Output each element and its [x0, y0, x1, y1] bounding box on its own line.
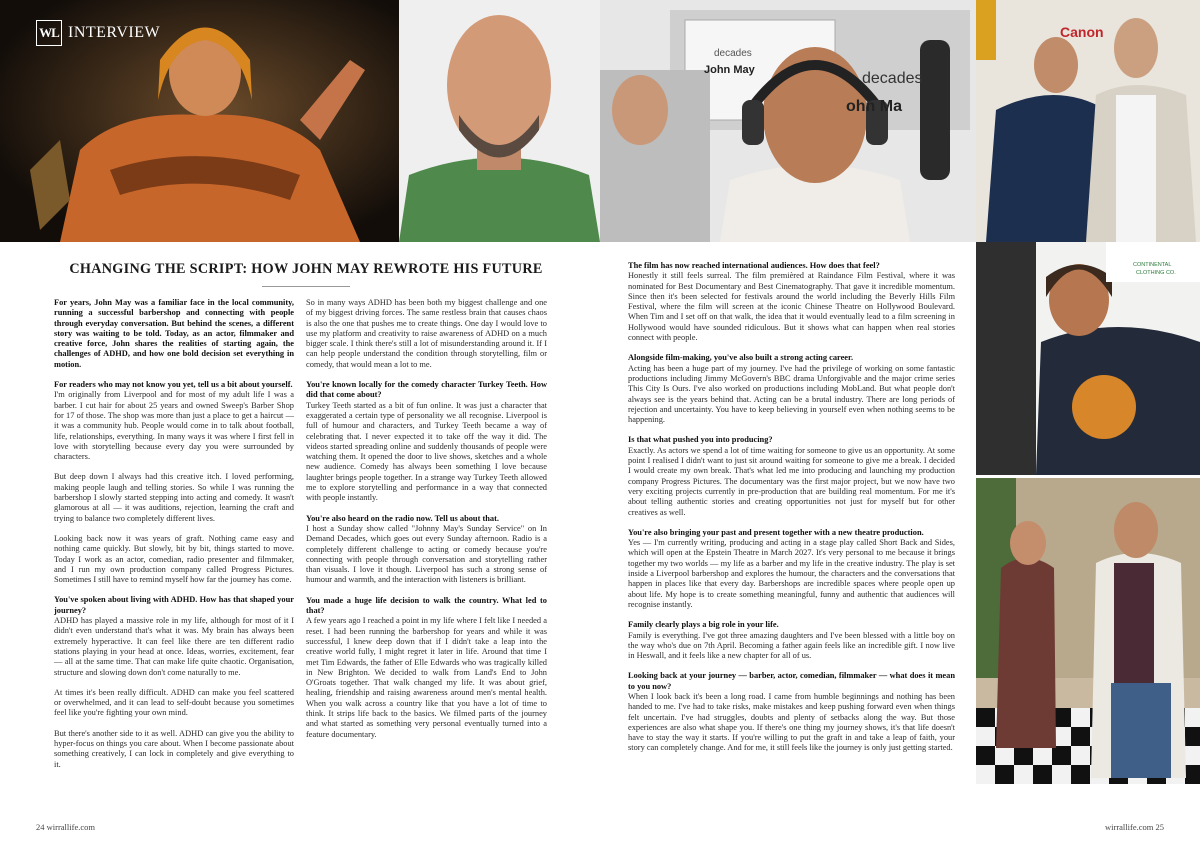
clothing-sign-line1: CONTINENTAL: [1133, 262, 1172, 268]
clothing-sign-line2: CLOTHING CO.: [1136, 270, 1176, 276]
answer-paragraph: Honestly it still feels surreal. The film premièred at Raindance Film Festival, where it was nominated for Best Documentary and Best Cinematography. That gave it incredible momentum. Since then it's been selected for festivals around the world including the Beverly Hills Film Festival, where the film will screen at the iconic Chinese Theatre on Hollywood Boulevard. When Tim and I set off on that walk, the idea that it would eventually lead to a film screening in Hollywood would have sounded ridiculous. But it shows what can happen when real stories connect with people.: [628, 271, 955, 343]
question-heading: For readers who may not know you yet, tell us a bit about yourself.: [54, 380, 293, 390]
answer-paragraph: But there's another side to it as well. ADHD can give you the ability to hyper-focus on things you care about. When I become passionate about something creatively, I can lock in completely and give everything to it.: [54, 728, 294, 769]
answer-paragraph: So in many ways ADHD has been both my biggest challenge and one of my biggest driving forces. The same restless brain that causes chaos is also the one that pushes me to create things. One day I would love to use my platform and creativity to raise awareness of ADHD on a much bigger scale. I think there's still a lot of misunderstanding around it. If I can help people understand the condition through storytelling, film or comedy, that would mean a lot to me.: [306, 298, 547, 369]
footer-left-page-number: 24 wirrallife.com: [36, 822, 96, 832]
answer-paragraph: Family is everything. I've got three amazing daughters and I've been blessed with a little boy on the way who's due on 7th April. Becoming a father again feels like an incredible gift. I now live in Heswall, and it feels like a new chapter for all of us.: [628, 630, 955, 661]
answer-paragraph: ADHD has played a massive role in my life, although for most of it I didn't even understand that's what it was. My brain has always been extremely hyperactive. It can feel like there are ten different radio stations playing in your head at once. Ideas, worries, excitement, fear — all at the same time. That can make life quite chaotic. Organisation, structure and slowing down don't come naturally to me.: [54, 616, 294, 677]
radio-banner-name-right: ohn Ma: [846, 98, 902, 115]
question-heading: You made a huge life decision to walk the country. What led to that?: [306, 595, 547, 616]
article-headline: CHANGING THE SCRIPT: HOW JOHN MAY REWROTE HIS FUTURE: [69, 261, 543, 277]
intro-paragraph: For years, John May was a familiar face in the local community, running a successful barbershop and connecting with people through everyday conversation. But behind the scenes, a different story was waiting to be told. Today, as an actor, filmmaker and creative force, John shares the realities of starting again, the challenges of ADHD, and how one bold decision set everything in motion.: [54, 298, 294, 369]
question-heading: You've spoken about living with ADHD. How has that shaped your journey?: [54, 595, 294, 615]
logo-mark: WL: [36, 20, 62, 46]
question-heading: You're also bringing your past and present together with a new theatre production.: [628, 527, 924, 537]
answer-paragraph: When I look back it's been a long road. I came from humble beginnings and nothing has been handed to me. I've had to take risks, make mistakes and keep pushing forward even when things felt uncertain. I've had struggles, doubts and plenty of setbacks along the way. But those experiences are also what shape you. If there's one thing my journey shows, it's that life doesn't have to stay the way it starts. If you're willing to put the graft in and take a leap of faith, your story can completely change. And for me, it still feels like the journey is only just getting started.: [628, 691, 955, 753]
answer-paragraph: Exactly. As actors we spend a lot of time waiting for someone to give us an opportunity. At some point I realised I didn't want to just sit around waiting for someone to give me a break. I decided I would create my own break. That's what led me into producing and launching my production company Progress Pictures. The documentary was the first major project, but we now have two very exciting projects currently in pre-production that are building real momentum. For me it's about telling authentic stories and creating opportunities not just for myself but for other creatives as well.: [628, 445, 955, 517]
question-heading: You're also heard on the radio now. Tell us about that.: [306, 513, 499, 523]
question-heading: The film has now reached international audiences. How does that feel?: [628, 261, 880, 270]
answer-paragraph: A few years ago I reached a point in my life where I felt like I needed a reset. I had been running the barbershop for years and while it was successful, I knew deep down that if I didn't take a leap into the creative world fully, I might regret it later in life. Around that time I met Tim Edwards, the father of Elle Edwards who was tragically killed in New Brighton. We decided to walk from Land's End to John O'Groats together. That walk changed my life. It was about grief, healing, friendship and raising awareness around men's mental health. When you walk across a country like that you have a lot of time to think. It strips life back to the basics. We filmed parts of the journey and what started as something very personal eventually turned into a feature documentary.: [306, 616, 547, 739]
photo-headshot: [399, 0, 600, 242]
text-column-2: [306, 298, 547, 750]
question-heading: Looking back at your journey — barber, actor, comedian, filmmaker — what does it mean to you now?: [628, 671, 955, 691]
radio-banner-logo: decades: [714, 48, 752, 59]
question-heading: Is that what pushed you into producing?: [628, 435, 773, 445]
answer-paragraph: Looking back now it was years of graft. Nothing came easy and nothing came quickly. But slowly, bit by bit, things started to move. Today I work as an actor, comedian, radio presenter and filmmaker, and I run my own production company called Progress Pictures. Sometimes I still have to remind myself how far the journey has come.: [54, 533, 294, 585]
magazine-logo: [36, 20, 160, 46]
answer-paragraph: I host a Sunday show called "Johnny May's Sunday Service" on In Demand Decades, which goes out every Sunday afternoon. Radio is a completely different challenge to acting or comedy because you're connecting with people through conversation and storytelling rather than visuals. I love it though. Liverpool has such a strong sense of humour and warmth, and the interaction with listeners is brilliant.: [306, 523, 547, 585]
question-heading: Alongside film-making, you've also built a strong acting career.: [628, 353, 854, 363]
headline-divider: [262, 286, 350, 287]
text-column-3: [628, 261, 955, 764]
photo-canon-event: [976, 0, 1200, 242]
answer-paragraph: I'm originally from Liverpool and for most of my adult life I was a barber. I cut hair for about 25 years and owned Sweep's Barber Shop for 17 of those. The shop was more than just a place to get a haircut — it was a community hub. People would come in to talk about football, life, relationships, everything. In many ways it was where I first fell in love with storytelling because every day you were surrounded by characters.: [54, 390, 294, 462]
radio-banner-name: John May: [704, 64, 755, 76]
photo-radio-studio: [600, 0, 976, 242]
question-heading: Family clearly plays a big role in your life.: [628, 620, 779, 630]
answer-paragraph: Turkey Teeth started as a bit of fun online. It was just a character that exaggerated a certain type of personality we all recognise. Liverpool is full of humour and characters, and Turkey Teeth became a way of celebrating that. I never expected it to take off the way it did. The videos started spreading online and suddenly thousands of people were watching them. It opened the door to live shows, sketches and a whole new audience. Comedy has always been something I love because laughter brings people together. In a strange way Turkey Teeth allowed me to explore storytelling and performance in a way that connected with people instantly.: [306, 400, 547, 503]
radio-banner-logo-right: decades: [862, 70, 923, 87]
text-column-1: [54, 298, 294, 780]
question-heading: You're known locally for the comedy character Turkey Teeth. How did that come about?: [306, 380, 547, 400]
answer-paragraph: At times it's been really difficult. ADHD can make you feel scattered or overwhelmed, and it can lead to self-doubt because you sometimes feel like you're fighting your own mind.: [54, 687, 294, 718]
answer-paragraph: Yes — I'm currently writing, producing and acting in a stage play called Short Back and Sides, which will open at the Epstein Theatre in March 2027. It's very personal to me because it brings together my two worlds — my life as a barber and my life in the creative industry. The play is set inside a Liverpool barbershop and explores the humour, the characters and the conversations that happen in places like that every day. Barbershops are incredible spaces where people open up about life. My hope is to create something meaningful, funny and authentic that audiences will recognise instantly.: [628, 538, 955, 609]
answer-paragraph: Acting has been a huge part of my journey. I've had the privilege of working on some fantastic productions including Jimmy McGovern's BBC drama Unforgivable and the major crime series This City Is Ours. I've also worked on productions including MobLand. But what people don't always see is the years behind that. Acting can be a brutal industry. There are long periods of rejection and uncertainty. You have to keep believing in yourself even when nothing seems to be happening.: [628, 363, 955, 425]
footer-right-page-number: wirrallife.com 25: [1104, 822, 1164, 832]
answer-paragraph: But deep down I always had this creative itch. I loved performing, making people laugh and telling stories. So while I was running the barbershop I slowly started stepping into acting and comedy. It wasn't glamorous at all — it was auditions, rejection, learning the craft and trying to balance two completely different lives.: [54, 472, 294, 523]
photo-phone-tshirt: [976, 242, 1200, 475]
canon-sign: Canon: [1060, 24, 1104, 40]
section-label: INTERVIEW: [68, 24, 161, 41]
photo-family-event: [976, 478, 1200, 784]
